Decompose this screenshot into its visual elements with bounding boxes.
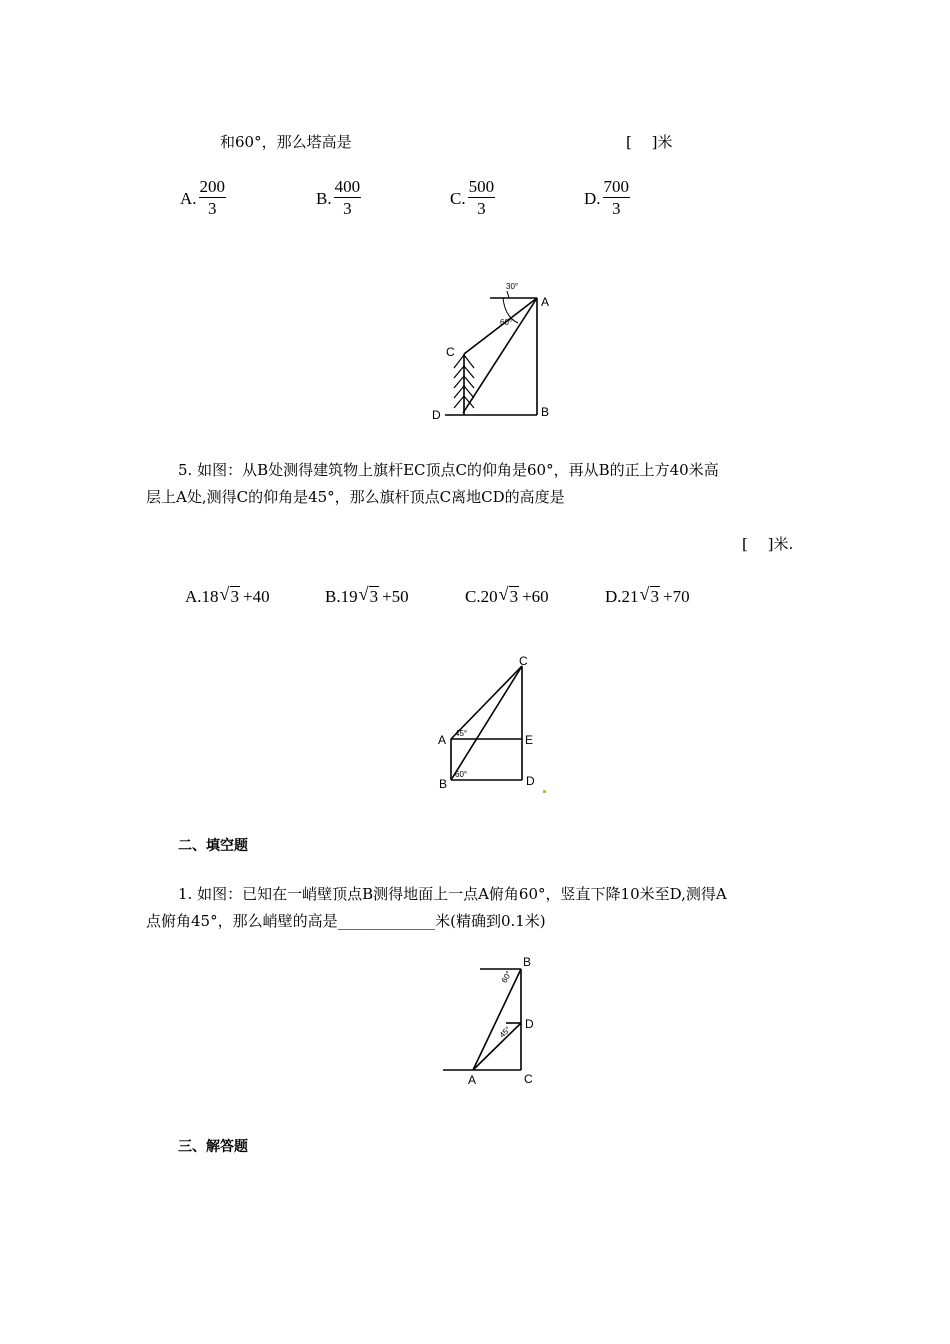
q5-label-angle60: 60° <box>455 770 468 779</box>
q5-option-b: B. 19 √ 3 +50 <box>325 584 409 606</box>
q5-label-b: B <box>439 777 448 791</box>
q4-option-a: A. $\frac{200}{3}$ <box>180 177 226 218</box>
q5-label-angle45: 45° <box>455 729 468 738</box>
q5-label-c: C <box>519 654 528 668</box>
q5-option-d: D. 21 √ 3 +70 <box>605 584 690 606</box>
q4-label-b: B <box>541 405 550 419</box>
q5-option-a: A. 18 √ 3 +40 <box>185 584 270 606</box>
section3-heading: 三、解答题 <box>178 1139 248 1155</box>
q5-label-e: E <box>525 733 534 747</box>
q4-label-d: D <box>432 408 441 422</box>
q4-option-b: B. $\frac{400}{3}$ <box>316 177 361 218</box>
q5-option-c: C. 20 √ 3 +60 <box>465 584 549 606</box>
section2-heading: 二、填空题 <box>178 838 248 854</box>
q4-label-angle30: 30° <box>506 282 519 291</box>
fill-q1-label-a: A <box>468 1073 477 1087</box>
fill-q1-label-d: D <box>525 1017 534 1031</box>
q4-figure <box>420 275 560 425</box>
q4-answer-bracket: [ ]米 <box>626 133 673 151</box>
q4-line-tail: 和60°，那么塔高是 <box>220 133 352 151</box>
fill-q1-figure <box>440 950 560 1090</box>
q5-figure <box>430 650 560 795</box>
fill-q1-line1: 1. 如图：已知在一峭壁顶点B测得地面上一点A俯角60°，竖直下降10米至D,测得A <box>178 885 727 903</box>
fill-q1-label-b: B <box>523 955 532 969</box>
q5-label-a: A <box>438 733 447 747</box>
fill-q1-label-angle45: 45° <box>497 1024 513 1040</box>
fill-q1-line2: 点俯角45°，那么峭壁的高是_____________米(精确到0.1米) <box>146 912 546 930</box>
q5-text-line1: 5. 如图：从B处测得建筑物上旗杆EC顶点C的仰角是60°，再从B的正上方40米高 <box>178 461 719 479</box>
q4-label-a: A <box>541 295 550 309</box>
q4-label-c: C <box>446 345 455 359</box>
fill-q1-label-angle60: 60° <box>499 969 514 985</box>
q5-answer-bracket: [ ]米. <box>742 535 794 553</box>
q4-option-c: C. $\frac{500}{3}$ <box>450 177 495 218</box>
q4-option-d: D. $\frac{700}{3}$ <box>584 177 630 218</box>
q5-text-line2: 层上A处,测得C的仰角是45°，那么旗杆顶点C离地CD的高度是 <box>146 488 565 506</box>
q5-label-d: D <box>526 774 535 788</box>
q4-label-angle60: 60° <box>500 318 513 327</box>
fill-q1-label-c: C <box>524 1072 533 1086</box>
stray-dot <box>543 790 546 793</box>
